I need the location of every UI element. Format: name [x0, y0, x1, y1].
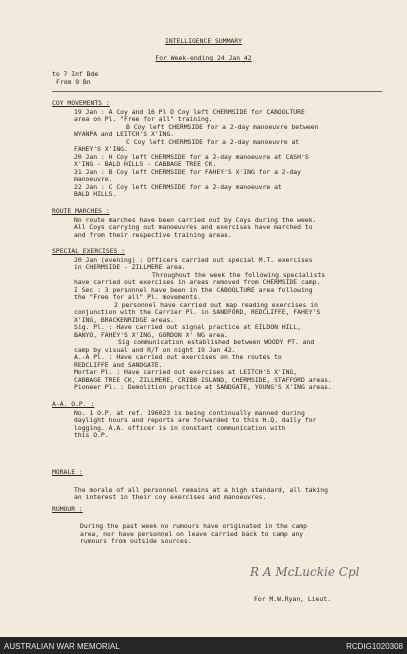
section-heading-coy-movements: COY MOVEMENTS : [52, 99, 110, 107]
addressee: to 7 Inf Bde [52, 70, 99, 78]
text-line: The morale of all personnel remains at a high standard, all taking [74, 486, 328, 494]
text-line: No. 1 O.P. at ref. 196023 is being continually manned during [74, 409, 305, 417]
text-line: C Coy left CHERMSIDE for a 2-day manoeuvre at [126, 138, 300, 146]
text-line: I Sec : 3 personnel have been in the CABOOLTURE area following [74, 286, 313, 294]
text-line: CABBAGE TREE CK, ZILLMERE, CRIBB ISLAND, CHERMSIDE, STAFFORD areas. [74, 376, 332, 384]
text-line: 22 Jan : C Coy left CHERMSIDE for a 2-day manoeuvre at [74, 183, 282, 191]
text-line: camp by visual and R/T on night 19 Jan 42. [74, 346, 236, 354]
text-line: FAHEY'S X'ING. [74, 145, 128, 153]
text-line: X'ING, BRACKENRIDGE areas. [74, 316, 175, 324]
text-line: No route marches have been carried out by Coys during the week. [74, 216, 317, 224]
text-line: area on Pl. "Free for all" training. [74, 115, 213, 123]
text-line: this O.P. [74, 431, 109, 439]
section-heading-aa-op: A-A. O.P. : [52, 400, 95, 408]
text-line: manoeuvre. [74, 175, 113, 183]
divider [52, 91, 382, 92]
document-title: INTELLIGENCE SUMMARY [165, 37, 242, 45]
text-line: 21 Jan : B Coy left CHERMSIDE for FAHEY'S X'ING for a 2-day [74, 168, 302, 176]
text-line: Pioneer Pl. : Demolition practice at SANDGATE, YOUNG'S X'ING areas. [74, 383, 332, 391]
footer-record-id: RCDIG1020308 [346, 642, 403, 651]
text-line: 19 Jan : A Coy and 16 Pl D Coy left CHERMSIDE for CABOOLTURE [74, 108, 305, 116]
text-line: conjunction with the Carrier Pl. in SANDFORD, REDCLIFFE, FAHEY'S [74, 308, 321, 316]
text-line: BALD HILLS. [74, 190, 117, 198]
text-line: A.-A Pl. : Have carried out exercises on the routes to [74, 353, 282, 361]
text-line: REDCLIFFE and SANDGATE. [74, 361, 163, 369]
text-line: BANYO, FAHEY'S X'ING, GORDON X' NG area. [74, 331, 228, 339]
handwritten-signature: R A McLuckie Cpl [250, 565, 360, 579]
footer-institution: AUSTRALIAN WAR MEMORIAL [4, 642, 120, 651]
section-heading-morale: MORALE : [52, 468, 83, 476]
section-heading-route-marches: ROUTE MARCHES : [52, 207, 110, 215]
text-line: daylight hours and reports are forwarded to this H.Q. daily for [74, 416, 317, 424]
text-line: 20 Jan : H Coy left CHERMSIDE for a 2-day manoeuvre at CASH'S [74, 153, 309, 161]
text-line: rumours from outside sources. [80, 537, 192, 545]
text-line: area, nor have personnel on leave carried back to camp any [80, 530, 304, 538]
text-line: in CHERMSIDE - ZILLMERE area. [74, 263, 186, 271]
text-line: the "Free for all" Pl. movements. [74, 293, 201, 301]
text-line: Sig. Pl. : Have carried out signal practice at EILDON HILL, [74, 323, 302, 331]
text-line: All Coys carrying out manoeuvres and exercises have marched to [74, 223, 313, 231]
text-line: an interest in their coy exercises and manoeuvres. [74, 493, 267, 501]
signoff-line: For M.W.Ryan, Lieut. [254, 595, 331, 603]
text-line: Throughout the week the following specialists [152, 271, 326, 279]
text-line: logging. A.A. officer is in constant communication with [74, 424, 286, 432]
text-line: Sig communication established between WOODY PT. and [118, 338, 315, 346]
text-line: B Coy left CHERMSIDE for a 2-day manoeuvre between [126, 123, 319, 131]
document-subtitle: For Week-ending 24 Jan 42 [155, 54, 252, 62]
text-line: 20 Jan (evening) : Officers carried out special M.T. exercises [74, 256, 313, 264]
section-heading-rumour: RUMOUR : [52, 505, 83, 513]
text-line: and from their respective training areas. [74, 231, 232, 239]
archive-footer-bar [0, 637, 407, 654]
section-heading-special-exercises: SPECIAL EXERCISES : [52, 247, 126, 255]
text-line: have carried out exercises in areas removed from CHERMSIDE camp. [74, 278, 321, 286]
text-line: During the past week no rumours have originated in the camp [80, 522, 308, 530]
text-line: Mortar Pl. : Have carried out exercises at LEITCH'S X'ING, [74, 368, 298, 376]
sender: From 9 Bn [56, 78, 91, 86]
text-line: WYANPA and LEITCH'S X'ING. [74, 130, 175, 138]
text-line: 2 personnel have carried out map reading exercises in [114, 301, 318, 309]
text-line: X'ING - BALD HILLS - CABBAGE TREE CK. [74, 160, 217, 168]
